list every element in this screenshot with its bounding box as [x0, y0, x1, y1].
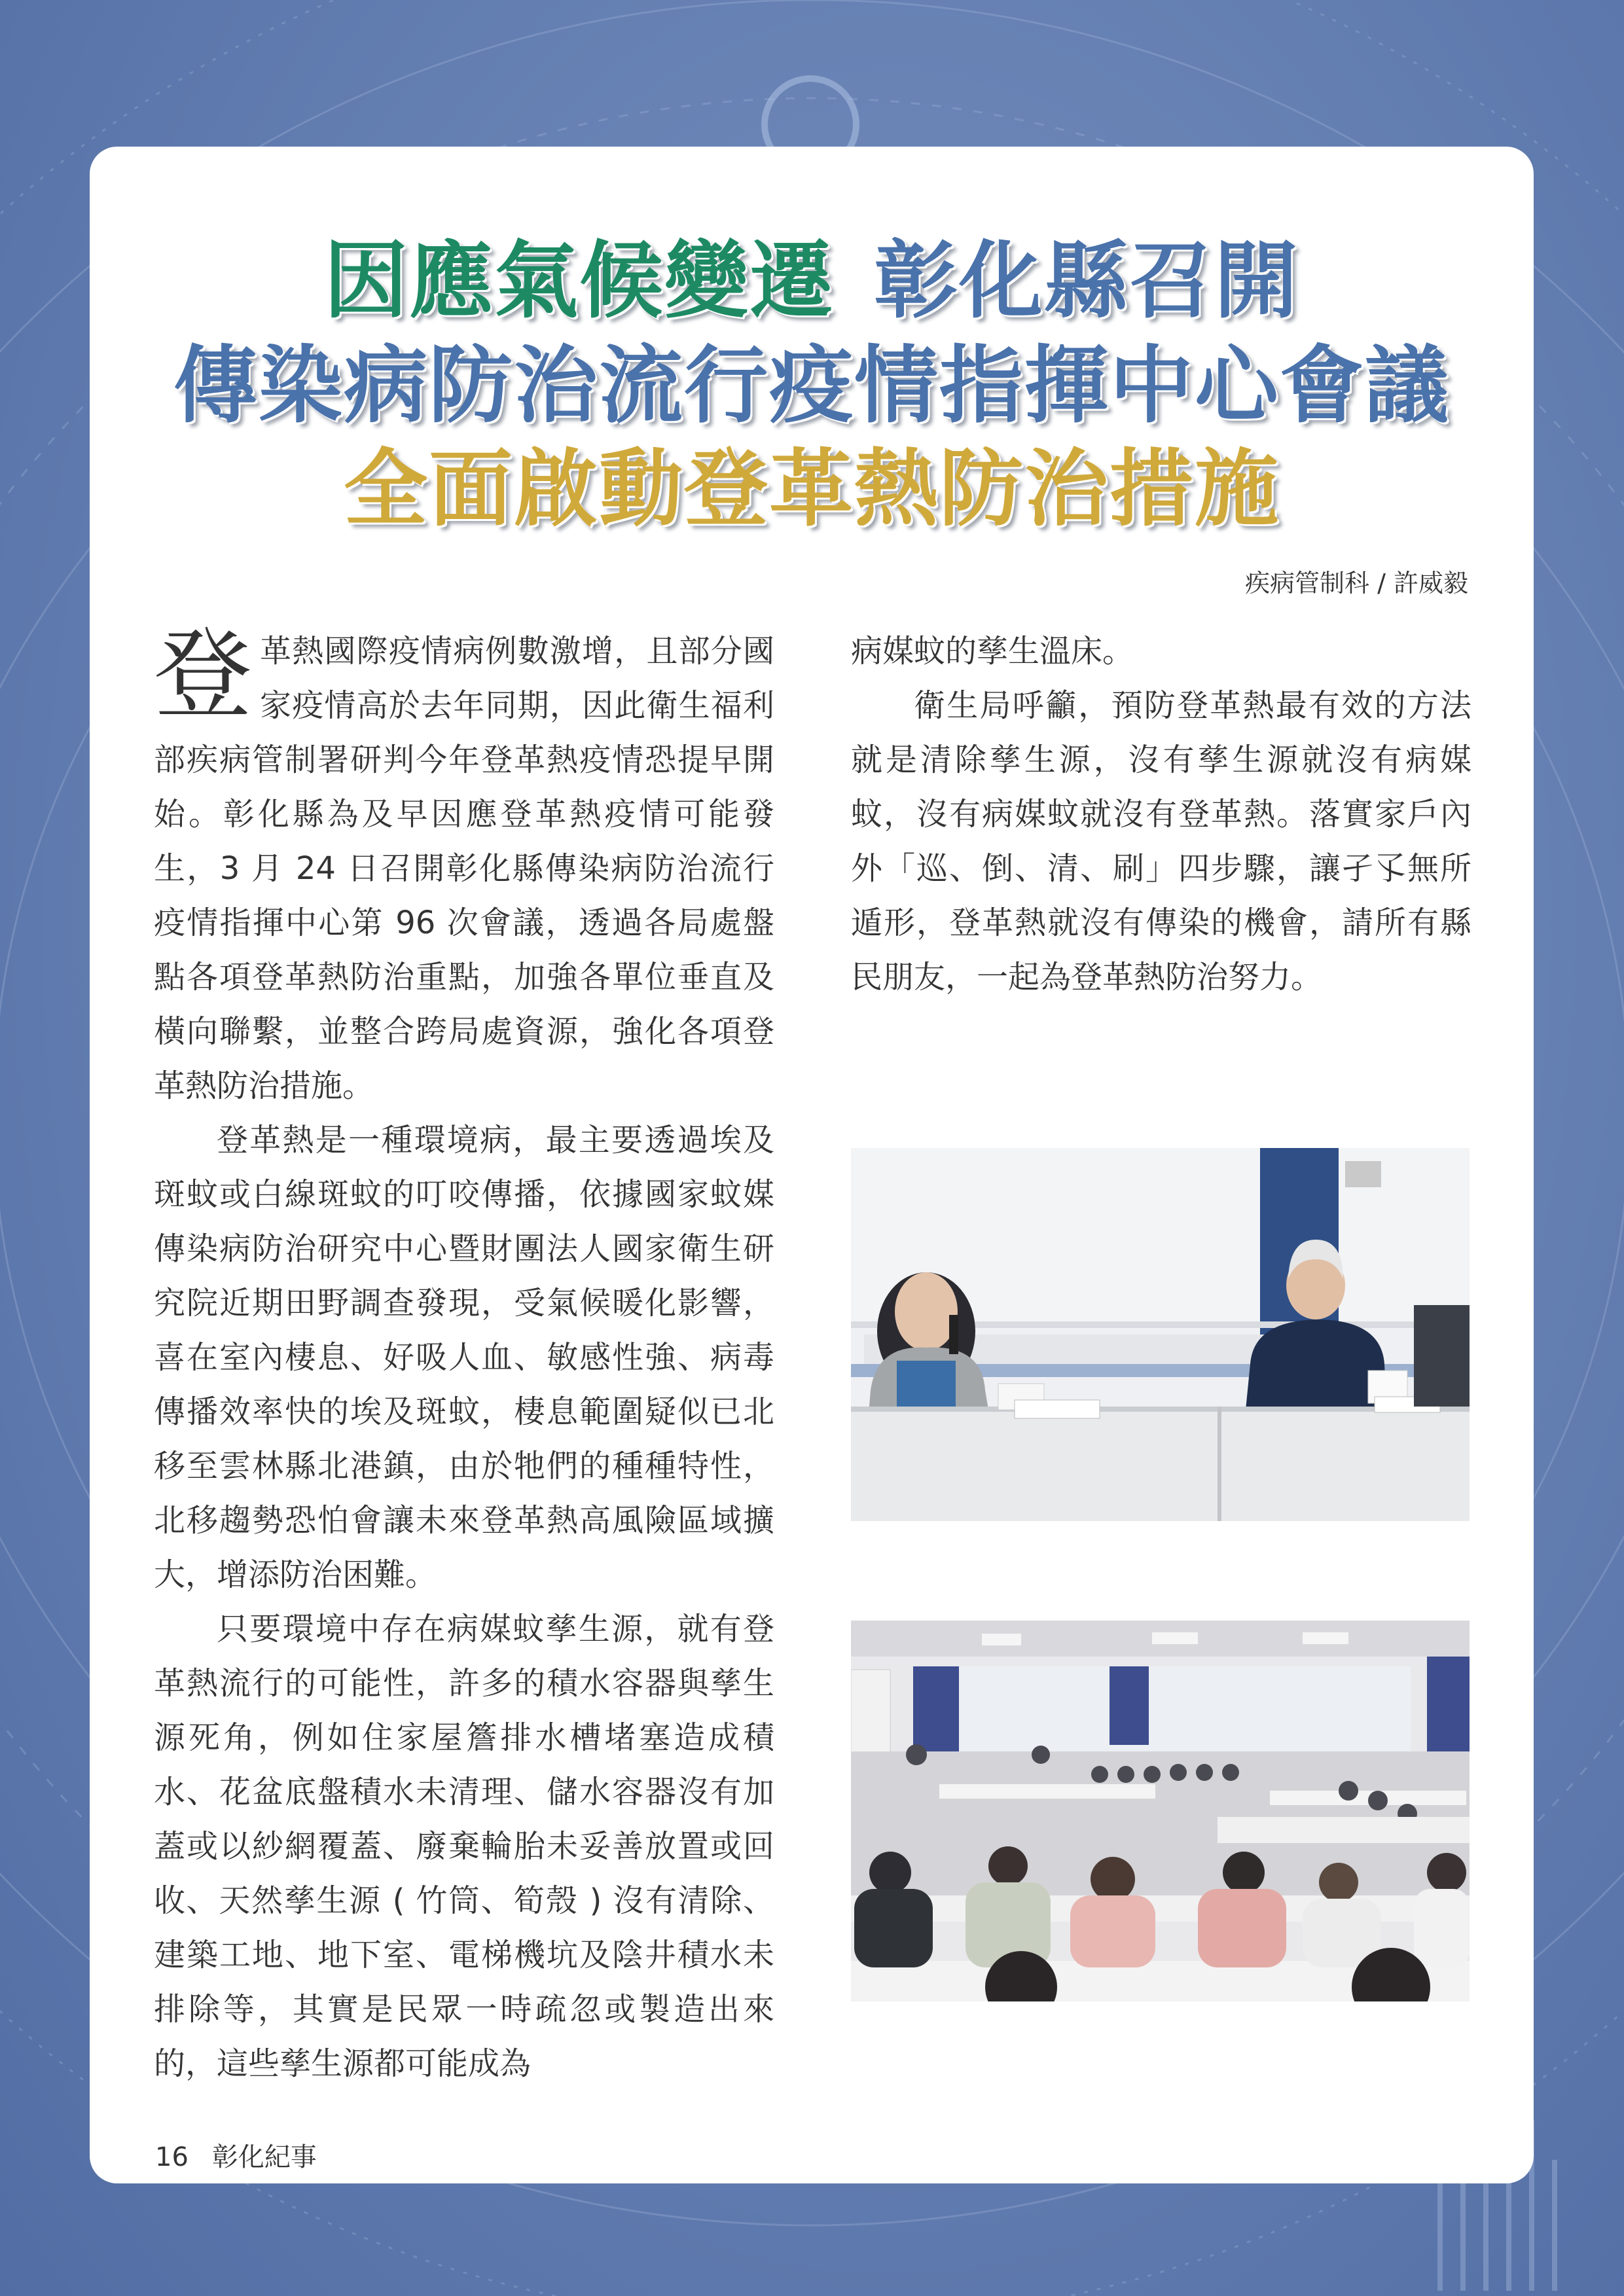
page-footer: [155, 2136, 340, 2174]
article-column-left: [154, 619, 774, 2091]
title-line-1: [90, 232, 1534, 330]
paragraph-3-continued: 病媒蚊的孳生溫床。: [851, 633, 1134, 670]
page-card: [90, 147, 1534, 2183]
title-line-3: 全面啟動登革熱防治措施: [343, 440, 1280, 538]
title-line-1-part-1: 因應氣候變遷: [323, 232, 835, 330]
paragraph-3: 只要環境中存在病媒蚊孳生源，就有登革熱流行的可能性，許多的積水容器與孳生源死角，例如住家屋簷排水槽堵塞造成積水、花盆底盤積水未清理、儲水容器沒有加蓋或以紗網覆蓋、廢棄輪胎未妥善放置或回收、天然孳生源 ( 竹筒、筍殼 ) 沒有清除、建築工地、地下室、電梯機坑及陰井積水未排除等，其實是民眾一時疏忽或製造出來的，這些孳生源都可能成為: [154, 1611, 774, 2082]
title-line-2: 傳染病防治流行疫情指揮中心會議: [173, 336, 1450, 435]
byline: 疾病管制科 / 許威毅: [1245, 569, 1468, 598]
article-column-right: [851, 624, 1471, 1005]
paragraph-1-text: 革熱國際疫情病例數激增，且部分國家疫情高於去年同期，因此衛生福利部疾病管制署研判今年登革熱疫情恐提早開始。彰化縣為及早因應登革熱疫情可能發生，3 月 24 日召開彰化縣傳染病防治流行疫情指揮中心第 96 次會議，透過各局處盤點各項登革熱防治重點，加強各單位垂直及橫向聯繫，並整合跨局處資源，強化各項登革熱防治措施。: [154, 633, 774, 1104]
title-line-1-part-2: 彰化縣召開: [874, 232, 1300, 330]
meeting-photo-room: [851, 1621, 1470, 2001]
meeting-photo-speakers: [851, 1148, 1470, 1521]
page-number: 16: [155, 2142, 189, 2172]
publication-name: 彰化紀事: [211, 2142, 317, 2172]
drop-cap: 登: [154, 619, 253, 732]
paragraph-2: 登革熱是一種環境病，最主要透過埃及斑蚊或白線斑蚊的叮咬傳播，依據國家蚊媒傳染病防治研究中心暨財團法人國家衛生研究院近期田野調查發現，受氣候暖化影響，喜在室內棲息、好吸人血、敏感性強、病毒傳播效率快的埃及斑蚊，棲息範圍疑似已北移至雲林縣北港鎮，由於牠們的種種特性，北移趨勢恐怕會讓未來登革熱高風險區域擴大，增添防治困難。: [154, 1122, 774, 1593]
paragraph-1: [154, 619, 774, 1113]
paragraph-4: 衛生局呼籲，預防登革熱最有效的方法就是清除孳生源，沒有孳生源就沒有病媒蚊，沒有病媒蚊就沒有登革熱。落實家戶內外「巡、倒、清、刷」四步驟，讓孑孓無所遁形，登革熱就沒有傳染的機會，請所有縣民朋友，一起為登革熱防治努力。: [851, 687, 1471, 996]
